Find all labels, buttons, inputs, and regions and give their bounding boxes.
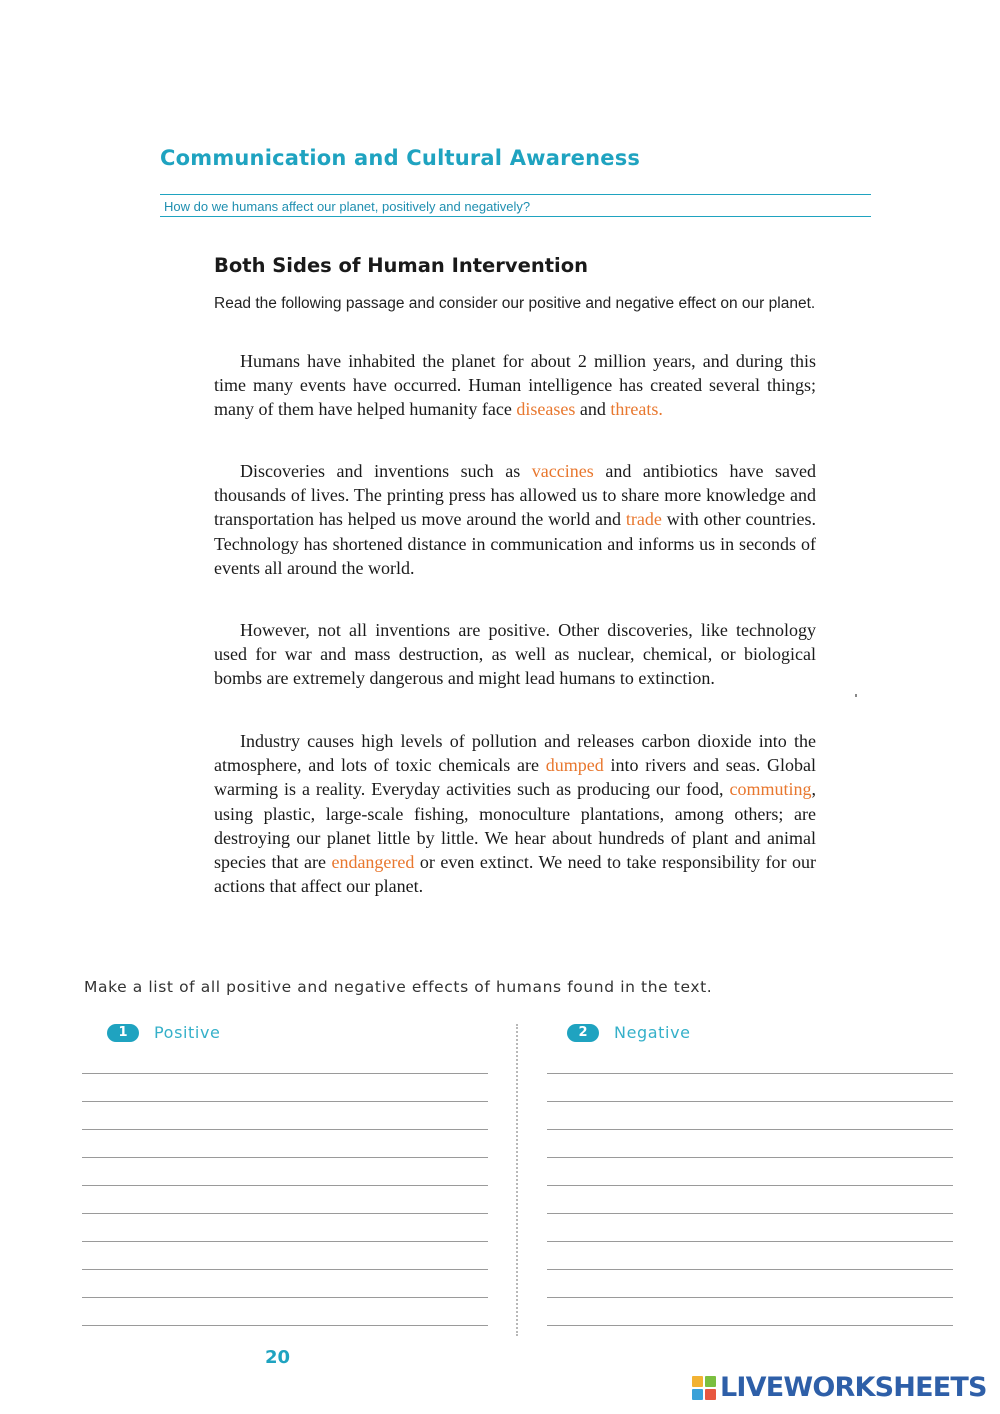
answer-line[interactable] <box>82 1130 488 1158</box>
paragraph-4: Industry causes high levels of pollution and releases carbon dioxide into the atmosphere, and lots of toxic chemicals are dumped into rivers and seas. Global warming is a reality. Everyday activities such as producing our food, commuting, using plastic, large-scale fishing, monoculture plantations, among others; are destroying our planet little by little. We hear about hundreds of plant and animal species that are endangered or even extinct. We need to take responsibility for our actions that affect our planet. <box>214 731 817 897</box>
answer-line[interactable] <box>547 1046 953 1074</box>
logo-text: LIVEWORKSHEETS <box>720 1372 987 1403</box>
answer-line[interactable] <box>82 1270 488 1298</box>
answer-line[interactable] <box>547 1130 953 1158</box>
answer-line[interactable] <box>547 1298 953 1326</box>
page-number: 20 <box>265 1347 291 1368</box>
article-title: Both Sides of Human Intervention <box>214 254 588 277</box>
paragraph-3: However, not all inventions are positive. Other discoveries, like technology used for war and mass destruction, as well as nuclear, chemical, or biological bombs are extremely dangerous and might lead humans to extinction. <box>214 620 816 689</box>
section-title: Communication and Cultural Awareness <box>160 146 641 170</box>
answer-line[interactable] <box>82 1186 488 1214</box>
liveworksheets-logo[interactable] <box>692 1374 987 1401</box>
answer-line[interactable] <box>82 1046 488 1074</box>
answer-line[interactable] <box>547 1242 953 1270</box>
scan-speck <box>855 694 857 697</box>
liveworksheets-logo-icon <box>692 1376 716 1400</box>
positive-label: Positive <box>154 1023 221 1042</box>
answer-line[interactable] <box>82 1298 488 1326</box>
answer-line[interactable] <box>82 1102 488 1130</box>
number-2-badge: 2 <box>567 1024 599 1042</box>
answer-line[interactable] <box>82 1214 488 1242</box>
answer-line[interactable] <box>547 1186 953 1214</box>
guiding-question: How do we humans affect our planet, positively and negatively? <box>164 199 531 214</box>
number-1-badge: 1 <box>107 1024 139 1042</box>
keyword-diseases: diseases <box>516 399 576 420</box>
guiding-question-bar <box>160 194 871 217</box>
keyword-commuting: commuting <box>729 779 812 800</box>
paragraph-1: Humans have inhabited the planet for about 2 million years, and during this time many events have occurred. Human intelligence has created several things; many of them have helped humanity face diseases and threats. <box>214 351 816 420</box>
paragraph-2: Discoveries and inventions such as vaccines and antibiotics have saved thousands of lives. The printing press has allowed us to share more knowledge and transportation has helped us move around the world and trade with other countries. Technology has shortened distance in communication and informs us in seconds of events all around the world. <box>214 461 816 578</box>
answer-line[interactable] <box>547 1214 953 1242</box>
negative-column-header <box>567 1023 691 1042</box>
negative-answer-lines[interactable] <box>547 1046 953 1326</box>
answer-line[interactable] <box>547 1158 953 1186</box>
answer-line[interactable] <box>82 1158 488 1186</box>
column-divider <box>516 1024 518 1336</box>
reading-instruction: Read the following passage and consider our positive and negative effect on our planet. <box>214 295 816 312</box>
keyword-endangered: endangered <box>331 852 415 873</box>
answer-line[interactable] <box>547 1270 953 1298</box>
answer-line[interactable] <box>547 1074 953 1102</box>
keyword-trade: trade <box>625 509 662 530</box>
keyword-dumped: dumped <box>545 755 604 776</box>
positive-column-header <box>107 1023 220 1042</box>
answer-line[interactable] <box>82 1242 488 1270</box>
answer-line[interactable] <box>547 1102 953 1130</box>
answer-line[interactable] <box>82 1074 488 1102</box>
task-instruction: Make a list of all positive and negative effects of humans found in the text. <box>84 978 713 996</box>
keyword-vaccines: vaccines <box>531 461 594 481</box>
positive-answer-lines[interactable] <box>82 1046 488 1326</box>
negative-label: Negative <box>614 1023 691 1042</box>
keyword-threats: threats. <box>610 399 663 420</box>
